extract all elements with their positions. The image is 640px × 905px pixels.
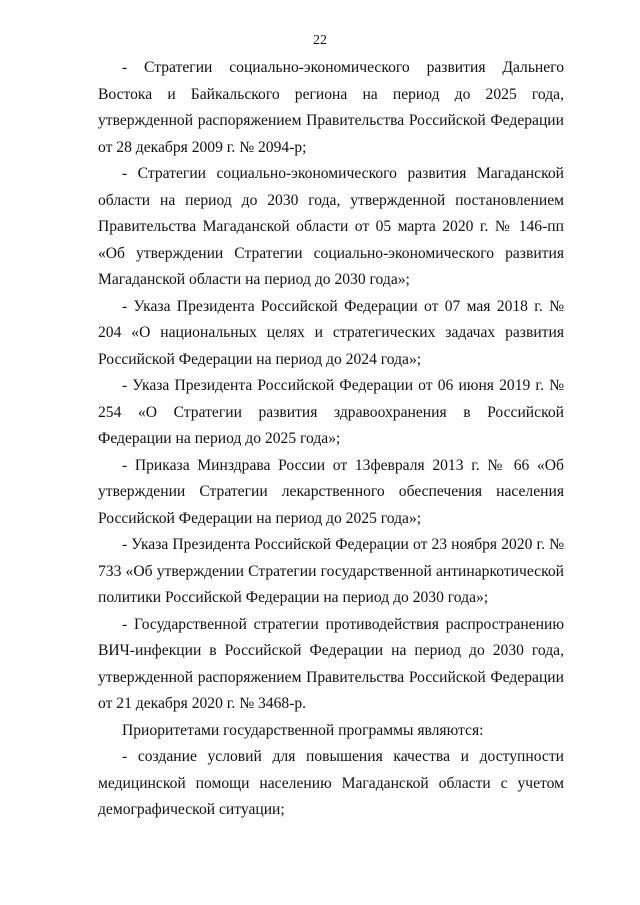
paragraph-order-66: - Приказа Минздрава России от 13февраля 2013 г. № 66 «Об утверждении Стратегии лекарственного обеспечения населения Российской Федерации на период до 2025 года»; [98,456,564,527]
paragraph-hiv-strategy: - Государственной стратегии противодействия распространению ВИЧ-инфекции в Российской Федерации на период до 2030 года, утвержденной распоряжением Правительства Российской Федерации от 21 декабря 2020 г. № 3468-р. [98,615,564,712]
paragraph-priority-quality-care: - создание условий для повышения качества и доступности медицинской помощи населению Магаданской области с учетом демографической ситуации; [98,748,564,818]
paragraph-strategy-magadan: - Стратегии социально-экономического развития Магаданской области на период до 2030 года, утвержденной постановлением Правительства Магаданской области от 05 марта 2020 г. № 146-пп «Об утверждении Стратегии социально-экономического развития Магаданской области на период до 2030 года»; [98,165,564,288]
paragraph-strategy-far-east: - Стратегии социально-экономического развития Дальнего Востока и Байкальского региона на период до 2025 года, утвержденной распоряжением Правительства Российской Федерации от 28 декабря 2009 г. № 2094-р; [98,59,564,156]
document-body [98,55,564,824]
paragraph-priorities-heading: Приоритетами государственной программы являются: [122,721,484,739]
paragraph-decree-254: - Указа Президента Российской Федерации от 06 июня 2019 г. № 254 «О Стратегии развития здравоохранения в Российской Федерации на период до 2025 года»; [98,377,564,447]
paragraph-decree-733: - Указа Президента Российской Федерации от 23 ноября 2020 г. № 733 «Об утверждении Стратегии государственной антинаркотической политики Российской Федерации на период до 2030 года»; [98,536,564,606]
page-number: 22 [313,33,327,48]
paragraph-decree-204: - Указа Президента Российской Федерации от 07 мая 2018 г. № 204 «О национальных целях и стратегических задачах развития Российской Федерации на период до 2024 года»; [98,297,564,368]
